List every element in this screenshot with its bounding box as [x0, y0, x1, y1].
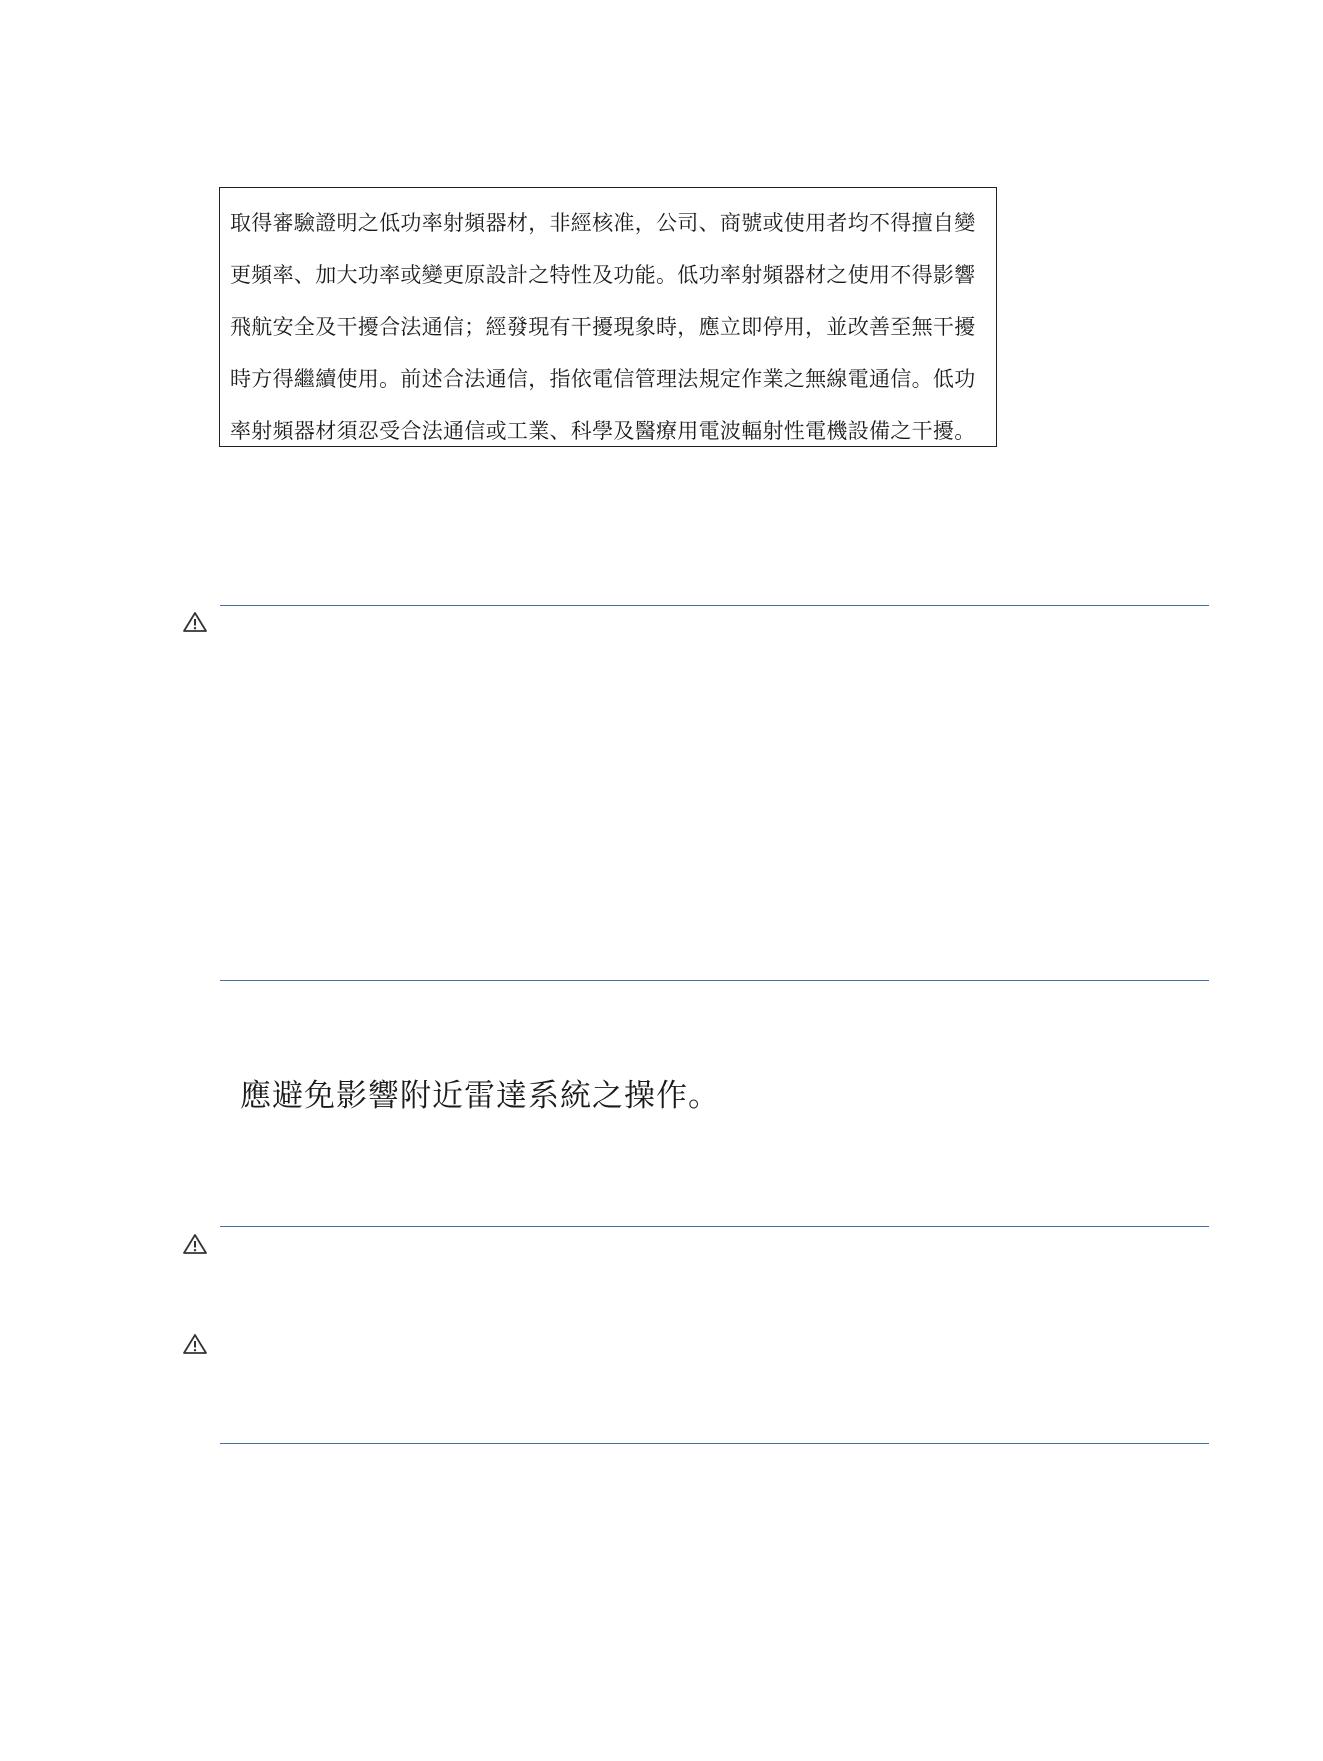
- section-top-rule: [220, 605, 1209, 606]
- warning-triangle-icon: [182, 1233, 208, 1255]
- section-top-rule: [220, 1226, 1209, 1227]
- taiwan-ncc-notice-box: [219, 187, 997, 447]
- radar-notice-text: 應避免影響附近雷達系統之操作。: [240, 1078, 720, 1114]
- notice-line-3: 飛航安全及干擾合法通信；經發現有干擾現象時，應立即停用，並改善至無干擾: [230, 315, 976, 339]
- notice-line-5: 率射頻器材須忍受合法通信或工業、科學及醫療用電波輻射性電機設備之干擾。: [230, 419, 976, 443]
- warning-triangle-icon: [182, 611, 208, 633]
- section-bottom-rule: [220, 1443, 1209, 1444]
- notice-line-1: 取得審驗證明之低功率射頻器材，非經核准，公司、商號或使用者均不得擅自變: [230, 211, 976, 235]
- warning-triangle-icon: [182, 1333, 208, 1355]
- notice-line-2: 更頻率、加大功率或變更原設計之特性及功能。低功率射頻器材之使用不得影響: [230, 263, 976, 287]
- section-bottom-rule: [220, 980, 1209, 981]
- notice-line-4: 時方得繼續使用。前述合法通信，指依電信管理法規定作業之無線電通信。低功: [230, 367, 976, 391]
